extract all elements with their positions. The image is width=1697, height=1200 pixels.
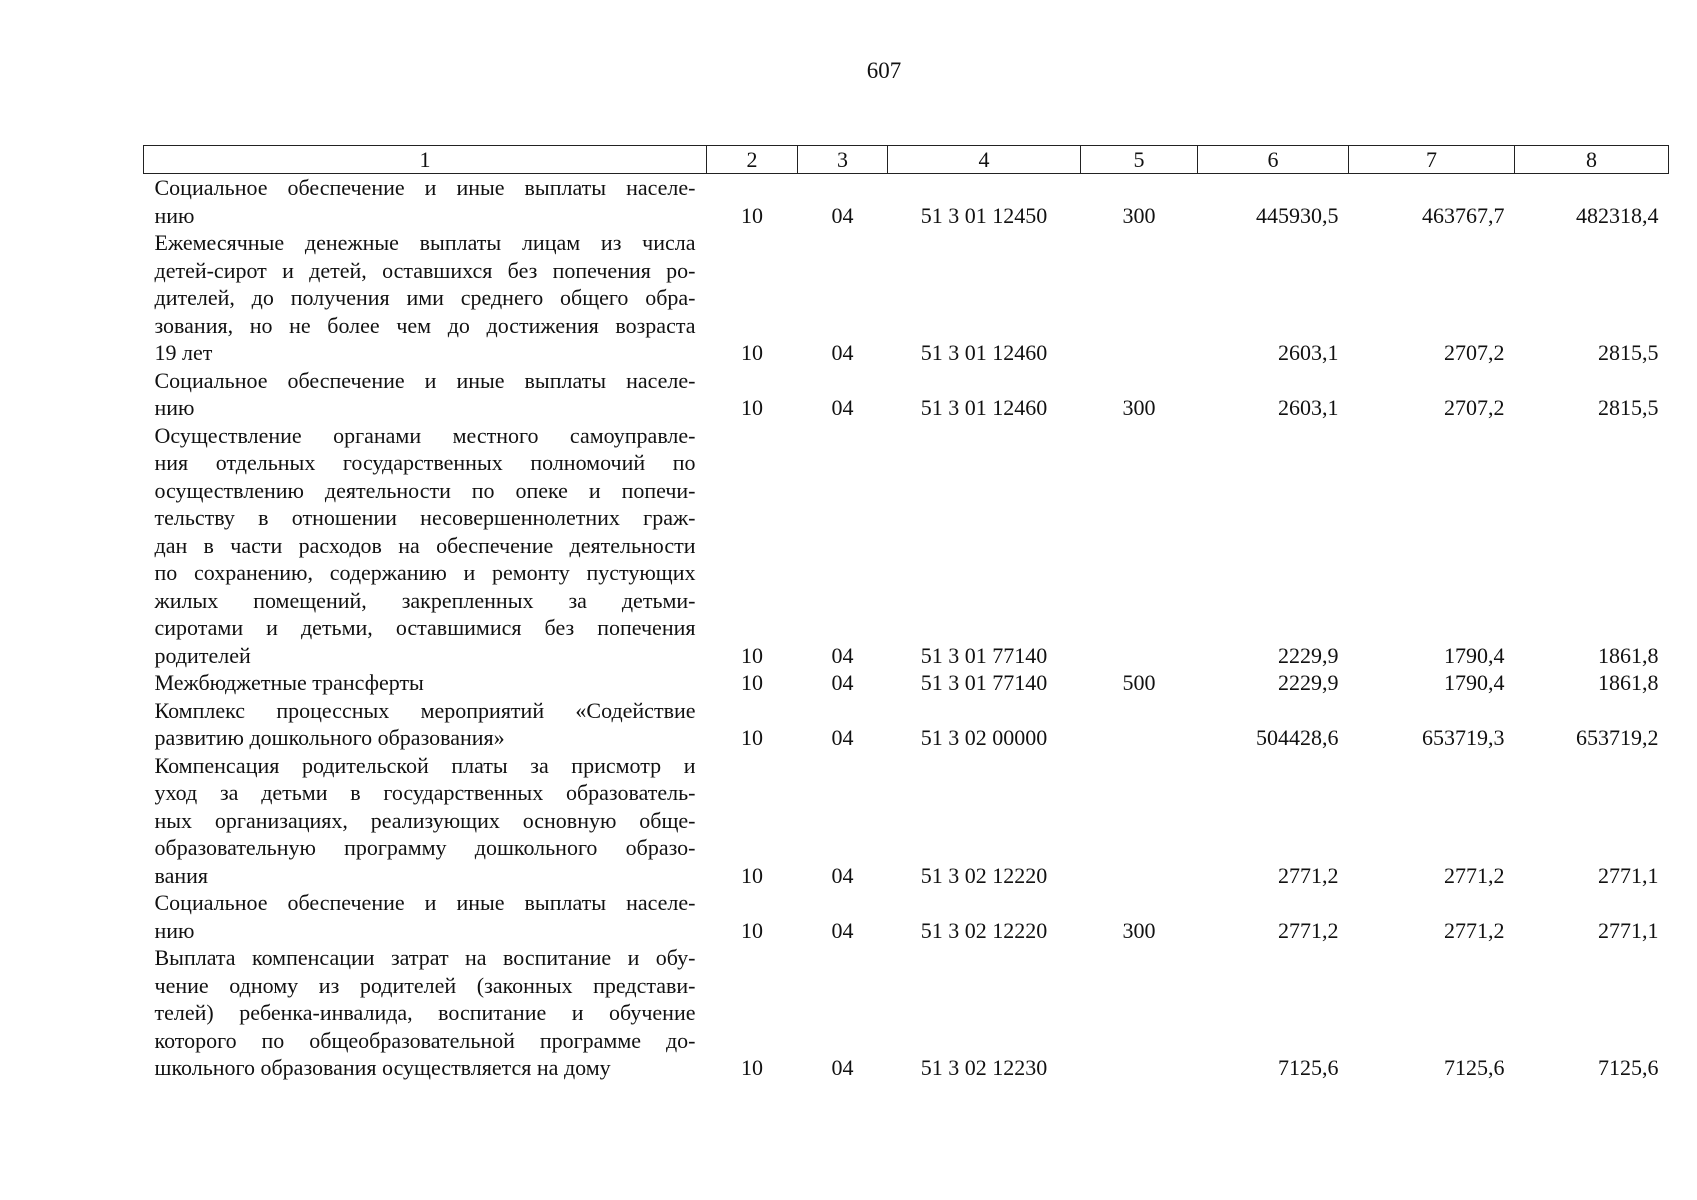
row-name-line: нию <box>154 917 195 943</box>
budget-table <box>143 145 1669 1082</box>
header-col-3: 3 <box>798 146 888 174</box>
row-name-line: Комплекс процессных мероприятий «Содействие <box>154 697 696 723</box>
row-amount-year-2: 2771,2 <box>1444 862 1505 888</box>
row-amount-year-2: 463767,7 <box>1422 202 1505 228</box>
table-header <box>144 146 1669 174</box>
row-amount-year-2: 2707,2 <box>1444 340 1505 365</box>
row-amount-year-3: 2815,5 <box>1598 340 1659 365</box>
row-amount-year-2: 2707,2 <box>1444 395 1505 420</box>
row-amount-year-1: 504428,6 <box>1256 725 1339 750</box>
header-col-4: 4 <box>888 146 1081 174</box>
row-name-line: которого по общеобразовательной программе до- <box>154 1027 696 1053</box>
row-name <box>144 697 707 752</box>
row-amount-year-3: 482318,4 <box>1576 202 1659 228</box>
row-expense-type: 300 <box>1122 395 1156 420</box>
row-target-code: 51 3 01 12450 <box>920 202 1048 228</box>
row-name-line: тельству в отношении несовершеннолетних граж- <box>154 505 696 530</box>
header-row <box>144 146 1669 174</box>
row-amount-year-3: 653719,2 <box>1576 725 1659 750</box>
row-amount-year-1: 2771,2 <box>1278 917 1339 943</box>
header-col-7: 7 <box>1349 146 1515 174</box>
row-name <box>144 422 707 670</box>
row-target-code: 51 3 01 12460 <box>920 395 1048 420</box>
row-section: 10 <box>741 1055 763 1080</box>
row-name-line: 19 лет <box>154 340 213 365</box>
row-amount-year-3: 2815,5 <box>1598 395 1659 420</box>
row-name-line: Социальное обеспечение и иные выплаты населе- <box>154 367 696 393</box>
row-name <box>144 944 707 1082</box>
row-expense-type <box>1081 422 1198 670</box>
row-amount-year-1: 7125,6 <box>1278 1055 1339 1080</box>
row-expense-type <box>1081 752 1198 890</box>
row-amount-year-2: 7125,6 <box>1444 1055 1505 1080</box>
row-target-code: 51 3 01 12460 <box>920 340 1048 365</box>
row-amount-year-3: 1861,8 <box>1598 670 1659 695</box>
table-row <box>144 697 1669 752</box>
row-name-line: дан в части расходов на обеспечение деятельности <box>154 532 696 558</box>
row-name-line: осуществлению деятельности по опеке и попечи- <box>154 477 696 503</box>
row-amount-year-3: 7125,6 <box>1598 1055 1659 1080</box>
row-name-line: сиротами и детьми, оставшимися без попечения <box>154 615 696 640</box>
row-name-line: чение одному из родителей (законных представи- <box>154 972 696 998</box>
table-row <box>144 669 1669 697</box>
row-name <box>144 229 707 367</box>
row-name <box>144 889 707 944</box>
row-amount-year-2: 1790,4 <box>1444 642 1505 668</box>
table-row <box>144 889 1669 944</box>
row-name-line: зования, но не более чем до достижения возраста <box>154 312 696 338</box>
row-section: 10 <box>741 862 763 888</box>
row-amount-year-2: 1790,4 <box>1444 670 1505 695</box>
header-col-2: 2 <box>707 146 798 174</box>
row-amount-year-1: 2229,9 <box>1278 670 1339 695</box>
row-expense-type: 300 <box>1122 202 1156 228</box>
table-row <box>144 752 1669 890</box>
row-amount-year-2: 653719,3 <box>1422 725 1505 750</box>
row-amount-year-1: 2771,2 <box>1278 862 1339 888</box>
row-name <box>144 669 707 697</box>
header-col-6: 6 <box>1198 146 1349 174</box>
table-row <box>144 422 1669 670</box>
row-name-line: уход за детьми в государственных образователь- <box>154 780 696 805</box>
row-name-line: жилых помещений, закрепленных за детьми- <box>154 587 696 613</box>
header-col-5: 5 <box>1081 146 1198 174</box>
row-expense-type <box>1081 697 1198 752</box>
row-expense-type <box>1081 229 1198 367</box>
table-body <box>144 174 1669 1082</box>
row-name-line: нию <box>154 202 195 228</box>
row-expense-type: 300 <box>1122 917 1156 943</box>
row-target-code: 51 3 02 12220 <box>920 862 1048 888</box>
row-section: 10 <box>741 642 763 668</box>
row-name-line: Социальное обеспечение и иные выплаты населе- <box>154 890 696 915</box>
row-name-line: Компенсация родительской платы за присмотр и <box>154 752 696 778</box>
row-expense-type <box>1081 944 1198 1082</box>
row-name-line: родителей <box>154 642 251 668</box>
row-amount-year-3: 2771,1 <box>1598 917 1659 943</box>
row-target-code: 51 3 01 77140 <box>920 642 1048 668</box>
row-name-line: детей-сирот и детей, оставшихся без попечения ро- <box>154 257 696 283</box>
row-section: 10 <box>741 202 763 228</box>
row-name-line: вания <box>154 862 209 888</box>
row-subsection: 04 <box>831 862 854 888</box>
row-name-line: Осуществление органами местного самоуправле- <box>154 422 696 448</box>
row-section: 10 <box>741 395 763 420</box>
row-subsection: 04 <box>831 395 854 420</box>
row-subsection: 04 <box>831 725 854 750</box>
row-expense-type: 500 <box>1122 670 1156 695</box>
row-section: 10 <box>741 670 763 695</box>
row-section: 10 <box>741 340 763 365</box>
row-subsection: 04 <box>831 202 854 228</box>
row-target-code: 51 3 01 77140 <box>920 670 1048 695</box>
row-name-line: дителей, до получения ими среднего общего обра- <box>154 285 696 310</box>
row-subsection: 04 <box>831 917 854 943</box>
row-name <box>144 752 707 890</box>
row-subsection: 04 <box>831 1055 854 1080</box>
row-name-line: образовательную программу дошкольного образо- <box>154 835 696 860</box>
row-name <box>144 367 707 422</box>
row-amount-year-3: 1861,8 <box>1598 642 1659 668</box>
row-name-line: Ежемесячные денежные выплаты лицам из числа <box>154 230 696 255</box>
row-section: 10 <box>741 725 763 750</box>
header-col-1: 1 <box>144 146 707 174</box>
row-amount-year-1: 2603,1 <box>1278 395 1339 420</box>
row-name-line: по сохранению, содержанию и ремонту пустующих <box>154 560 696 585</box>
row-amount-year-1: 2229,9 <box>1278 642 1339 668</box>
row-target-code: 51 3 02 12230 <box>920 1055 1048 1080</box>
header-col-8: 8 <box>1515 146 1669 174</box>
row-amount-year-3: 2771,1 <box>1598 862 1659 888</box>
row-subsection: 04 <box>831 642 854 668</box>
table-row <box>144 944 1669 1082</box>
table-row <box>144 367 1669 422</box>
row-target-code: 51 3 02 00000 <box>920 725 1048 750</box>
page-number: 607 <box>866 58 902 83</box>
row-amount-year-1: 2603,1 <box>1278 340 1339 365</box>
row-name-line: ния отдельных государственных полномочий по <box>154 450 696 475</box>
row-name-line: Выплата компенсации затрат на воспитание и обу- <box>154 945 696 970</box>
row-amount-year-2: 2771,2 <box>1444 917 1505 943</box>
row-name-line: развитию дошкольного образования» <box>154 725 505 750</box>
row-name-line: Межбюджетные трансферты <box>154 670 424 695</box>
row-name-line: ных организациях, реализующих основную обще- <box>154 807 696 833</box>
table-row <box>144 229 1669 367</box>
row-name-line: нию <box>154 395 195 420</box>
row-subsection: 04 <box>831 670 854 695</box>
row-name-line: школьного образования осуществляется на дому <box>154 1055 611 1080</box>
row-section: 10 <box>741 917 763 943</box>
row-name-line: Социальное обеспечение и иные выплаты населе- <box>154 175 696 200</box>
row-amount-year-1: 445930,5 <box>1256 202 1339 228</box>
row-target-code: 51 3 02 12220 <box>920 917 1048 943</box>
row-name <box>144 174 707 230</box>
table-row <box>144 174 1669 230</box>
row-name-line: телей) ребенка-инвалида, воспитание и обучение <box>154 1000 696 1025</box>
row-subsection: 04 <box>831 340 854 365</box>
